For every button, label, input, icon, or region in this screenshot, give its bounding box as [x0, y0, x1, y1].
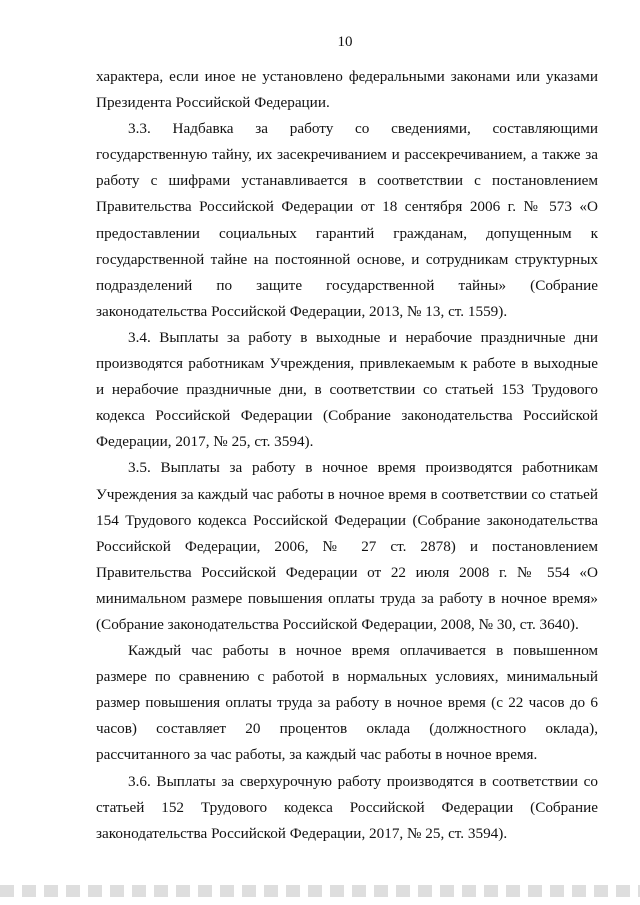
scan-edge-artifact	[0, 885, 640, 897]
paragraph-night-work-rate: Каждый час работы в ночное время оплачивается в повышенном размере по сравнению с работой в нормальных условиях, минимальный размер повышения оплаты труда за работу в ночное время (с 22 часов до 6 часов) составляет 20 процентов оклада (должностного оклада), рассчитанного за час работы, за каждый час работы в ночное время.	[96, 642, 598, 764]
paragraph-3-4: 3.4. Выплаты за работу в выходные и нерабочие праздничные дни производятся работникам Учреждения, привлекаемым к работе в выходные и нерабочие праздничные дни, в соответствии со статьей 153 Трудового кодекса Российской Федерации (Собрание законодательства Российской Федерации, 2017, № 25, ст. 3594).	[96, 328, 598, 451]
paragraph-3-3: 3.3. Надбавка за работу со сведениями, составляющими государственную тайну, их засекречиванием и рассекречиванием, а также за работу с шифрами устанавливается в соответствии с постановлением Правительства Российской Федерации от 18 сентября 2006 г. № 573 «О предоставлении социальных гарантий гражданам, допущенным к государственной тайне на постоянной основе, и сотрудникам структурных подразделений по защите государственной тайны» (Собрание законодательства Российской Федерации, 2013, № 13, ст. 1559).	[96, 120, 598, 320]
page-number: 10	[337, 34, 353, 50]
paragraph-3-6: 3.6. Выплаты за сверхурочную работу производятся в соответствии со статьей 152 Трудового кодекса Российской Федерации (Собрание законодательства Российской Федерации, 2017, № 25, ст. 3594).	[96, 772, 598, 842]
paragraph-3-5: 3.5. Выплаты за работу в ночное время производятся работникам Учреждения за каждый час работы в ночное время в соответствии со статьей 154 Трудового кодекса Российской Федерации (Собрание законодательства Российской Федерации, 2006, № 27 ст. 2878) и постановлением Правительства Российской Федерации от 22 июля 2008 г. № 554 «О минимальном размере повышения оплаты труда за работу в ночное время» (Собрание законодательства Российской Федерации, 2008, № 30, ст. 3640).	[96, 459, 598, 633]
paragraph-continuation: характера, если иное не установлено федеральными законами или указами Президента Российской Федерации.	[96, 68, 598, 112]
document-body	[96, 64, 598, 847]
